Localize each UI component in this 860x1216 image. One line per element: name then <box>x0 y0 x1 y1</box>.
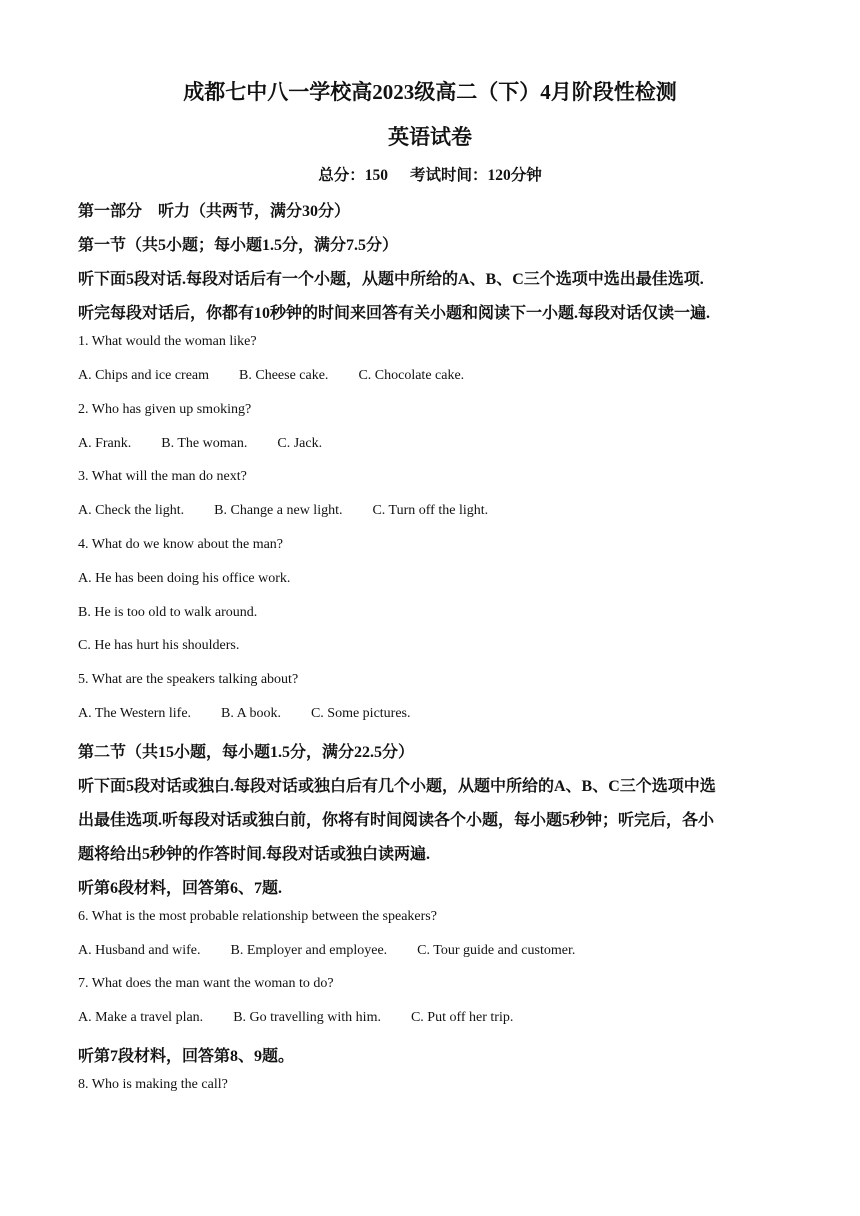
option-a: A. Check the light. <box>78 503 185 518</box>
option-b: B. Go travelling with him. <box>233 1010 381 1025</box>
option-b: B. Employer and employee. <box>230 943 388 958</box>
question-options <box>78 436 322 452</box>
exam-title: 成都七中八一学校高2023级高二（下）4月阶段性检测 <box>183 80 677 104</box>
question-options <box>78 1010 513 1026</box>
question-stem: 2. Who has given up smoking? <box>78 402 252 417</box>
option-b: B. Change a new light. <box>214 503 343 518</box>
section1-instructions-line: 听下面5段对话.每段对话后有一个小题，从题中所给的A、B、C三个选项中选出最佳选项. <box>78 271 704 288</box>
section2-instructions-line: 听下面5段对话或独白.每段对话或独白后有几个小题，从题中所给的A、B、C三个选项中选 <box>78 778 716 795</box>
question-stem: 1. What would the woman like? <box>78 334 257 349</box>
option-a: A. The Western life. <box>78 706 192 721</box>
question-stem: 8. Who is making the call? <box>78 1077 228 1092</box>
option-b: B. Cheese cake. <box>239 368 329 383</box>
option-c: C. Put off her trip. <box>410 1010 514 1025</box>
option-a: A. Frank. <box>78 436 132 451</box>
total-score: 总分：150 <box>318 167 388 184</box>
option-c: C. Chocolate cake. <box>358 368 465 383</box>
question-options <box>78 706 411 722</box>
part1-heading: 第一部分 听力（共两节，满分30分） <box>78 203 351 220</box>
question-options <box>78 943 575 959</box>
section1-heading: 第一节（共5小题；每小题1.5分，满分7.5分） <box>78 237 399 254</box>
question-stem: 5. What are the speakers talking about? <box>78 672 299 687</box>
question-stem: 3. What will the man do next? <box>78 469 247 484</box>
exam-time: 考试时间：120分钟 <box>410 167 542 184</box>
option-c: C. Tour guide and customer. <box>417 943 576 958</box>
option-b: B. The woman. <box>161 436 248 451</box>
section2-instructions-line: 出最佳选项.听每段对话或独白前，你将有时间阅读各个小题，每小题5秒钟；听完后，各小 <box>78 812 715 829</box>
option-c: C. Jack. <box>277 436 323 451</box>
question-options <box>78 368 464 384</box>
question-stem: 7. What does the man want the woman to do? <box>78 976 334 991</box>
option-a: A. Husband and wife. <box>78 943 201 958</box>
question-options <box>78 503 488 519</box>
material6-heading: 听第6段材料，回答第6、7题. <box>78 880 283 897</box>
material7-heading: 听第7段材料，回答第8、9题。 <box>78 1048 295 1065</box>
option-c: C. Some pictures. <box>310 706 411 721</box>
exam-subject: 英语试卷 <box>388 125 472 149</box>
exam-meta <box>0 163 860 185</box>
option-a: A. He has been doing his office work. <box>78 571 291 586</box>
question-stem: 6. What is the most probable relationship between the speakers? <box>78 909 437 924</box>
section2-heading: 第二节（共15小题，每小题1.5分，满分22.5分） <box>78 744 415 761</box>
option-a: A. Chips and ice cream <box>78 368 210 383</box>
section1-instructions-line: 听完每段对话后，你都有10秒钟的时间来回答有关小题和阅读下一小题.每段对话仅读一遍. <box>78 305 711 322</box>
option-b: B. He is too old to walk around. <box>78 605 258 620</box>
option-c: C. He has hurt his shoulders. <box>78 638 240 653</box>
option-b: B. A book. <box>221 706 281 721</box>
option-a: A. Make a travel plan. <box>78 1010 204 1025</box>
question-stem: 4. What do we know about the man? <box>78 537 284 552</box>
option-c: C. Turn off the light. <box>372 503 489 518</box>
section2-instructions-line: 题将给出5秒钟的作答时间.每段对话或独白读两遍. <box>78 846 431 863</box>
